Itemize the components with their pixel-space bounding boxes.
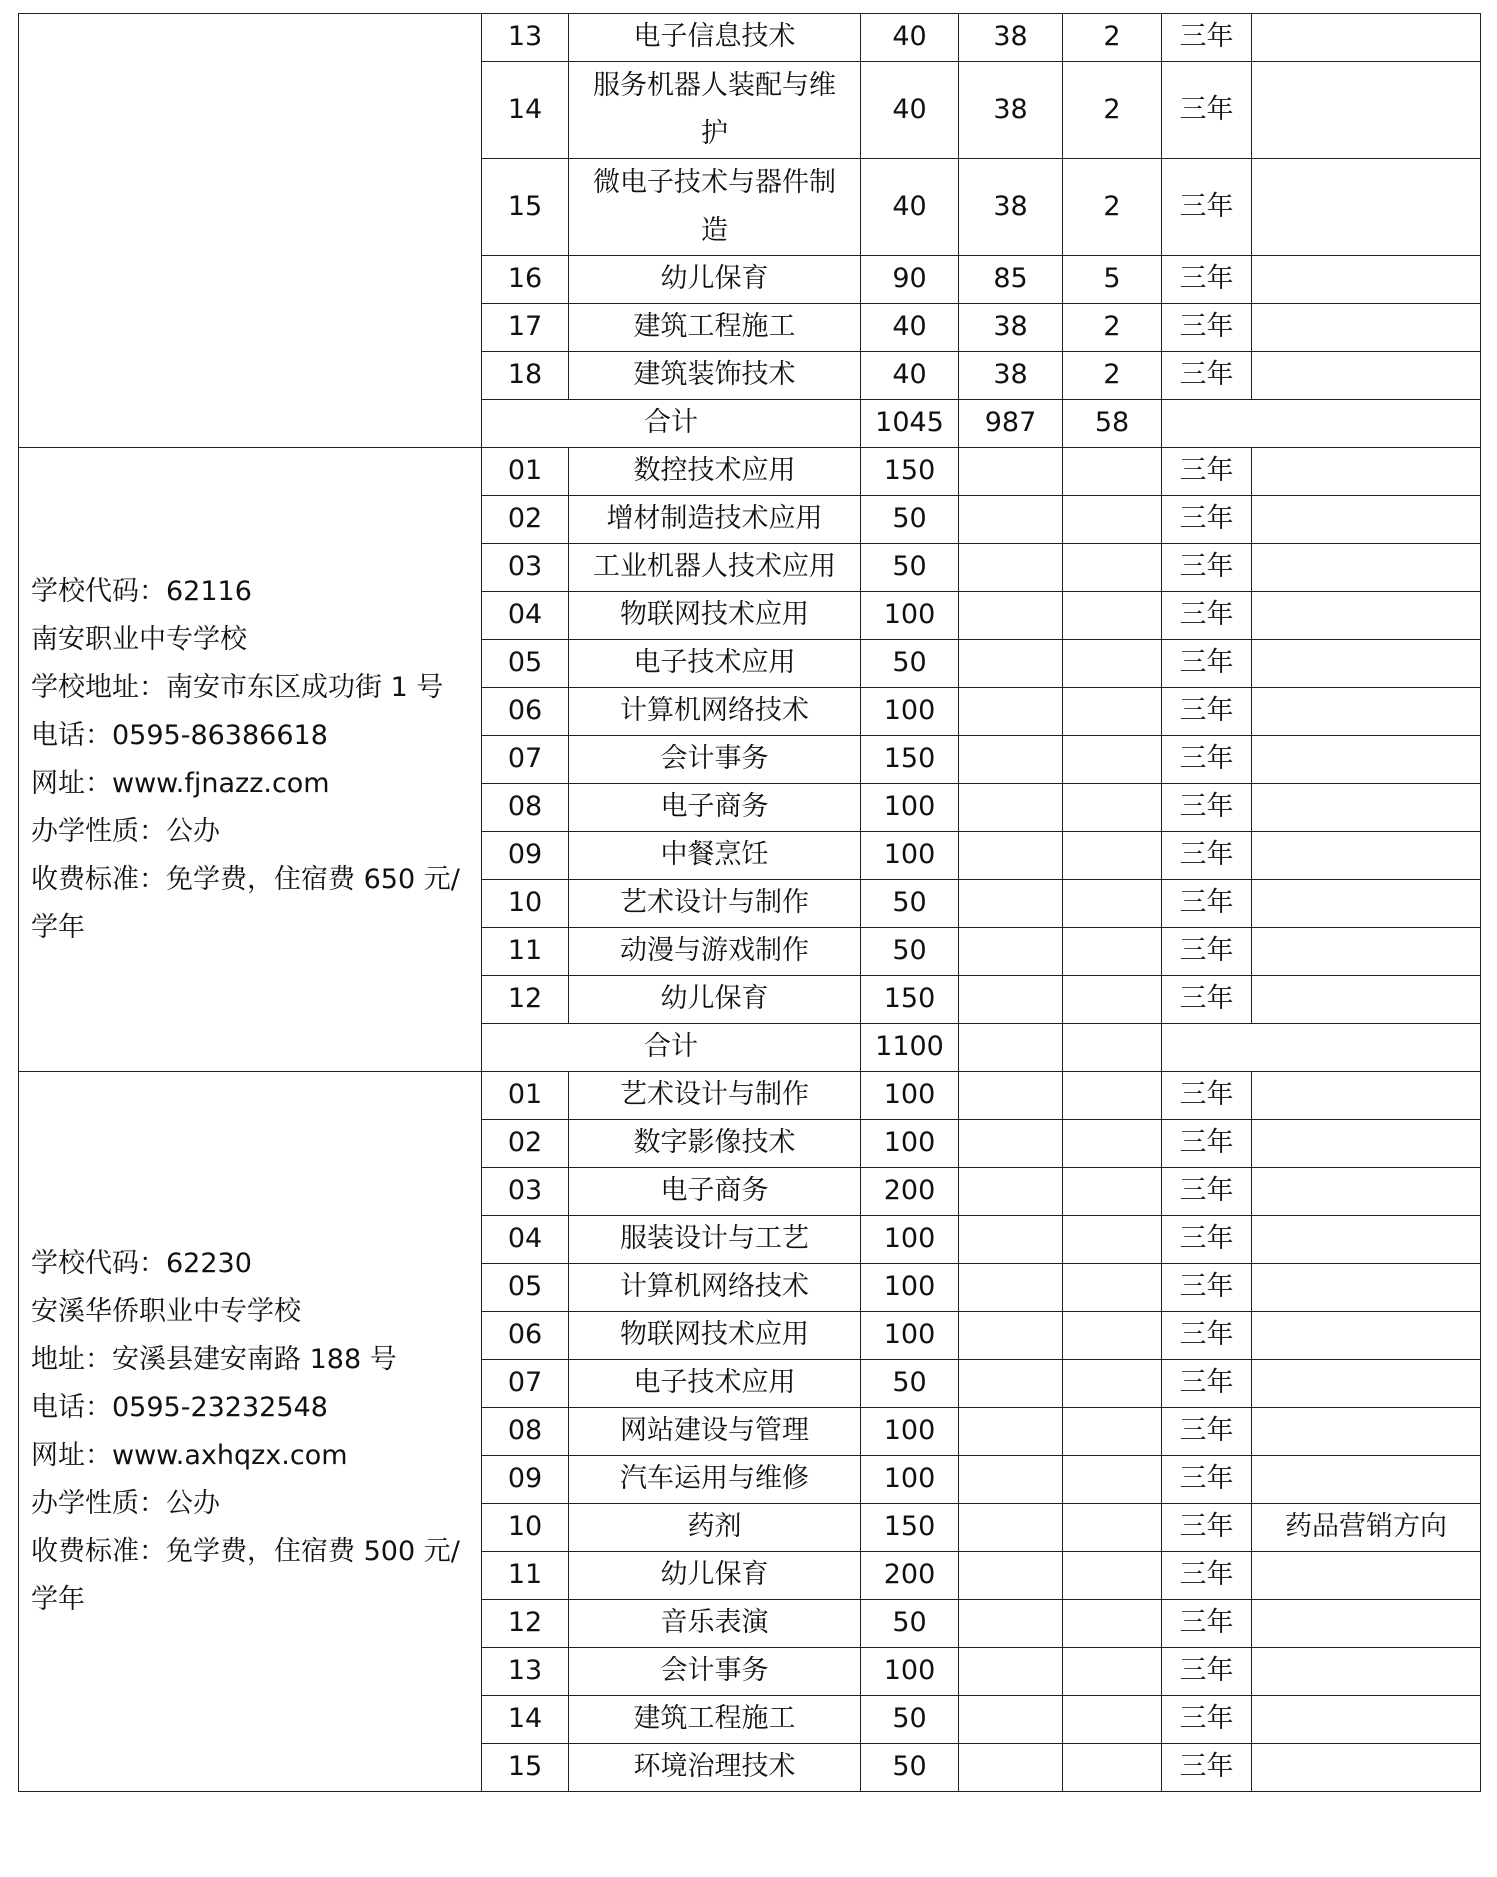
count-b [1063,784,1162,832]
count-a [959,832,1063,880]
school-info-line: 地址：安溪县建安南路 188 号 [31,1343,397,1375]
major-name: 电子信息技术 [569,14,861,62]
total-empty [1162,400,1481,448]
count-a: 38 [959,352,1063,400]
count-a [959,1120,1063,1168]
count-a [959,1360,1063,1408]
remark [1252,592,1481,640]
count-a: 85 [959,256,1063,304]
major-number: 02 [482,496,569,544]
study-years: 三年 [1162,1168,1252,1216]
count-b [1063,592,1162,640]
plan-count: 40 [861,62,959,159]
count-b [1063,1120,1162,1168]
remark [1252,1072,1481,1120]
school-info-line: 网址：www.axhqzx.com [31,1439,348,1471]
major-name: 建筑工程施工 [569,304,861,352]
study-years: 三年 [1162,496,1252,544]
school-info-line: 安溪华侨职业中专学校 [31,1295,301,1327]
count-a [959,1312,1063,1360]
plan-count: 200 [861,1168,959,1216]
plan-count: 100 [861,1216,959,1264]
count-a [959,640,1063,688]
major-number: 09 [482,832,569,880]
count-b [1063,1504,1162,1552]
major-name: 幼儿保育 [569,256,861,304]
remark [1252,1264,1481,1312]
major-number: 04 [482,1216,569,1264]
major-name: 建筑装饰技术 [569,352,861,400]
major-name: 环境治理技术 [569,1744,861,1792]
school-info-line: 电话：0595-86386618 [31,719,328,751]
plan-count: 100 [861,688,959,736]
study-years: 三年 [1162,784,1252,832]
remark [1252,1168,1481,1216]
count-a [959,1648,1063,1696]
major-number: 10 [482,880,569,928]
plan-count: 40 [861,14,959,62]
count-b [1063,736,1162,784]
major-name: 计算机网络技术 [569,1264,861,1312]
count-a [959,880,1063,928]
plan-count: 100 [861,832,959,880]
major-name: 服务机器人装配与维护 [569,62,861,159]
count-a [959,1696,1063,1744]
count-b [1063,448,1162,496]
plan-count: 150 [861,976,959,1024]
major-name: 增材制造技术应用 [569,496,861,544]
study-years: 三年 [1162,1360,1252,1408]
plan-count: 50 [861,1744,959,1792]
major-number: 15 [482,1744,569,1792]
major-name: 幼儿保育 [569,976,861,1024]
remark: 药品营销方向 [1252,1504,1481,1552]
total-empty [1162,1024,1481,1072]
count-a [959,736,1063,784]
count-b [1063,1072,1162,1120]
remark [1252,640,1481,688]
remark [1252,976,1481,1024]
count-a [959,1408,1063,1456]
plan-count: 100 [861,1072,959,1120]
major-name: 网站建设与管理 [569,1408,861,1456]
plan-count: 100 [861,784,959,832]
major-name: 计算机网络技术 [569,688,861,736]
remark [1252,928,1481,976]
table-row [19,1072,1481,1120]
major-number: 03 [482,1168,569,1216]
count-a: 38 [959,62,1063,159]
study-years: 三年 [1162,1408,1252,1456]
remark [1252,1216,1481,1264]
count-b [1063,976,1162,1024]
total-plan: 1045 [861,400,959,448]
study-years: 三年 [1162,304,1252,352]
major-name: 微电子技术与器件制造 [569,159,861,256]
major-name: 汽车运用与维修 [569,1456,861,1504]
major-name: 幼儿保育 [569,1552,861,1600]
count-a [959,784,1063,832]
count-a [959,544,1063,592]
school-info-line: 收费标准：免学费，住宿费 650 元/学年 [31,863,460,943]
total-a [959,1024,1063,1072]
count-b [1063,1360,1162,1408]
school-info-line: 收费标准：免学费，住宿费 500 元/学年 [31,1535,460,1615]
count-a [959,688,1063,736]
study-years: 三年 [1162,688,1252,736]
school-info-cell [19,448,482,1072]
count-a [959,928,1063,976]
study-years: 三年 [1162,976,1252,1024]
major-number: 11 [482,928,569,976]
major-name: 艺术设计与制作 [569,1072,861,1120]
major-name: 电子技术应用 [569,1360,861,1408]
remark [1252,1744,1481,1792]
major-name: 工业机器人技术应用 [569,544,861,592]
count-a [959,1552,1063,1600]
count-b: 2 [1063,159,1162,256]
remark [1252,1552,1481,1600]
study-years: 三年 [1162,1552,1252,1600]
remark [1252,736,1481,784]
study-years: 三年 [1162,1264,1252,1312]
remark [1252,304,1481,352]
remark [1252,1696,1481,1744]
major-number: 06 [482,1312,569,1360]
major-number: 09 [482,1456,569,1504]
major-number: 16 [482,256,569,304]
count-b [1063,1600,1162,1648]
count-b: 2 [1063,14,1162,62]
major-name: 会计事务 [569,736,861,784]
count-b [1063,1408,1162,1456]
remark [1252,448,1481,496]
major-number: 08 [482,784,569,832]
count-a [959,448,1063,496]
major-number: 13 [482,1648,569,1696]
total-b: 58 [1063,400,1162,448]
major-number: 01 [482,1072,569,1120]
count-a [959,1168,1063,1216]
study-years: 三年 [1162,448,1252,496]
plan-count: 100 [861,1408,959,1456]
count-b [1063,1648,1162,1696]
study-years: 三年 [1162,1120,1252,1168]
count-b [1063,880,1162,928]
count-b: 2 [1063,352,1162,400]
major-number: 08 [482,1408,569,1456]
major-name: 电子技术应用 [569,640,861,688]
table-row [19,448,1481,496]
count-a [959,1600,1063,1648]
plan-count: 50 [861,1600,959,1648]
count-b [1063,496,1162,544]
study-years: 三年 [1162,736,1252,784]
plan-count: 200 [861,1552,959,1600]
major-number: 04 [482,592,569,640]
study-years: 三年 [1162,880,1252,928]
count-b [1063,928,1162,976]
plan-count: 50 [861,1360,959,1408]
school-info-line: 南安职业中专学校 [31,623,247,655]
count-b: 5 [1063,256,1162,304]
major-number: 06 [482,688,569,736]
count-a [959,1216,1063,1264]
remark [1252,1648,1481,1696]
major-name: 电子商务 [569,784,861,832]
study-years: 三年 [1162,1744,1252,1792]
major-name: 服装设计与工艺 [569,1216,861,1264]
plan-count: 100 [861,1120,959,1168]
major-name: 音乐表演 [569,1600,861,1648]
plan-count: 150 [861,1504,959,1552]
count-b [1063,640,1162,688]
major-name: 电子商务 [569,1168,861,1216]
remark [1252,1312,1481,1360]
remark [1252,14,1481,62]
major-number: 18 [482,352,569,400]
school-info-cell [19,14,482,448]
study-years: 三年 [1162,1648,1252,1696]
total-label: 合计 [482,1024,861,1072]
plan-count: 50 [861,928,959,976]
total-plan: 1100 [861,1024,959,1072]
remark [1252,352,1481,400]
major-number: 01 [482,448,569,496]
major-name: 数字影像技术 [569,1120,861,1168]
remark [1252,1456,1481,1504]
study-years: 三年 [1162,62,1252,159]
major-name: 建筑工程施工 [569,1696,861,1744]
plan-count: 50 [861,880,959,928]
plan-count: 50 [861,496,959,544]
study-years: 三年 [1162,14,1252,62]
plan-count: 100 [861,1264,959,1312]
count-a: 38 [959,14,1063,62]
plan-count: 100 [861,1456,959,1504]
school-info-cell [19,1072,482,1792]
enrollment-table [18,13,1481,1792]
major-name: 药剂 [569,1504,861,1552]
plan-count: 100 [861,592,959,640]
plan-count: 50 [861,640,959,688]
remark [1252,159,1481,256]
remark [1252,832,1481,880]
plan-count: 40 [861,352,959,400]
count-a [959,1072,1063,1120]
major-number: 14 [482,62,569,159]
major-number: 13 [482,14,569,62]
count-b [1063,1552,1162,1600]
remark [1252,1120,1481,1168]
count-b [1063,1168,1162,1216]
study-years: 三年 [1162,544,1252,592]
major-name: 艺术设计与制作 [569,880,861,928]
remark [1252,1408,1481,1456]
count-b [1063,688,1162,736]
major-number: 10 [482,1504,569,1552]
school-info-line: 办学性质：公办 [31,1487,220,1519]
study-years: 三年 [1162,1504,1252,1552]
plan-count: 100 [861,1312,959,1360]
major-number: 12 [482,976,569,1024]
remark [1252,1360,1481,1408]
total-b [1063,1024,1162,1072]
plan-count: 90 [861,256,959,304]
major-number: 17 [482,304,569,352]
count-a: 38 [959,159,1063,256]
major-number: 05 [482,1264,569,1312]
major-number: 02 [482,1120,569,1168]
study-years: 三年 [1162,1600,1252,1648]
remark [1252,688,1481,736]
school-info-line: 学校代码：62116 [31,575,252,607]
plan-count: 150 [861,448,959,496]
major-number: 15 [482,159,569,256]
major-name: 物联网技术应用 [569,592,861,640]
count-a [959,592,1063,640]
study-years: 三年 [1162,1312,1252,1360]
remark [1252,784,1481,832]
remark [1252,256,1481,304]
remark [1252,1600,1481,1648]
school-info-line: 学校代码：62230 [31,1247,252,1279]
plan-count: 40 [861,304,959,352]
remark [1252,544,1481,592]
plan-count: 100 [861,1648,959,1696]
major-name: 动漫与游戏制作 [569,928,861,976]
total-label: 合计 [482,400,861,448]
count-a [959,976,1063,1024]
count-b [1063,544,1162,592]
major-number: 14 [482,1696,569,1744]
count-a [959,1504,1063,1552]
count-b [1063,1264,1162,1312]
count-b: 2 [1063,304,1162,352]
study-years: 三年 [1162,1696,1252,1744]
study-years: 三年 [1162,928,1252,976]
major-number: 05 [482,640,569,688]
major-name: 会计事务 [569,1648,861,1696]
study-years: 三年 [1162,1072,1252,1120]
school-info-line: 办学性质：公办 [31,815,220,847]
major-number: 03 [482,544,569,592]
major-number: 07 [482,1360,569,1408]
plan-count: 50 [861,1696,959,1744]
count-b [1063,1696,1162,1744]
school-info-line: 电话：0595-23232548 [31,1391,328,1423]
study-years: 三年 [1162,1216,1252,1264]
major-number: 11 [482,1552,569,1600]
count-a: 38 [959,304,1063,352]
plan-count: 50 [861,544,959,592]
school-info-line: 网址：www.fjnazz.com [31,767,330,799]
school-info-line: 学校地址：南安市东区成功街 1 号 [31,671,444,703]
count-a [959,1456,1063,1504]
major-name: 中餐烹饪 [569,832,861,880]
study-years: 三年 [1162,256,1252,304]
count-b: 2 [1063,62,1162,159]
count-b [1063,832,1162,880]
study-years: 三年 [1162,352,1252,400]
table-row [19,14,1481,62]
study-years: 三年 [1162,832,1252,880]
total-a: 987 [959,400,1063,448]
remark [1252,880,1481,928]
count-a [959,496,1063,544]
study-years: 三年 [1162,1456,1252,1504]
major-number: 12 [482,1600,569,1648]
study-years: 三年 [1162,592,1252,640]
count-b [1063,1312,1162,1360]
count-a [959,1744,1063,1792]
count-b [1063,1216,1162,1264]
study-years: 三年 [1162,640,1252,688]
major-number: 07 [482,736,569,784]
major-name: 物联网技术应用 [569,1312,861,1360]
major-name: 数控技术应用 [569,448,861,496]
plan-count: 150 [861,736,959,784]
plan-count: 40 [861,159,959,256]
study-years: 三年 [1162,159,1252,256]
count-b [1063,1744,1162,1792]
remark [1252,496,1481,544]
count-b [1063,1456,1162,1504]
count-a [959,1264,1063,1312]
remark [1252,62,1481,159]
